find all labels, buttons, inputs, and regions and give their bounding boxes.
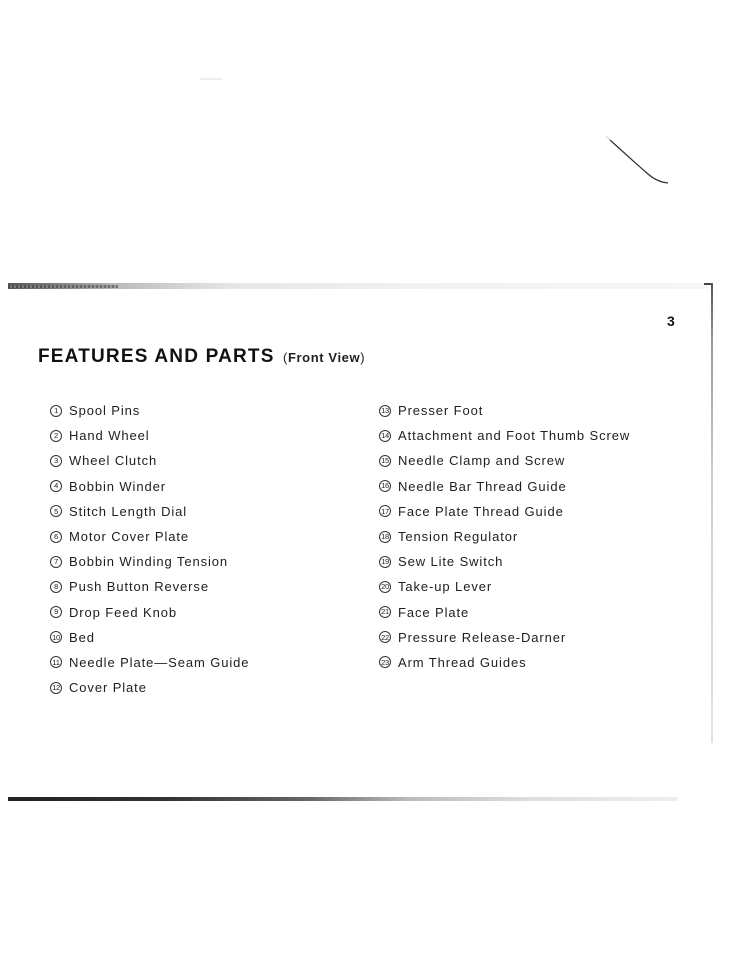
list-item [379,474,630,499]
list-item [50,398,249,423]
circled-number: 6 [50,531,62,543]
part-label: Motor Cover Plate [69,529,190,545]
list-item [379,600,630,625]
circled-number: 7 [50,556,62,568]
list-item [50,474,249,499]
circled-number: 23 [379,656,391,668]
page-title [38,346,365,368]
part-label: Attachment and Foot Thumb Screw [398,428,631,444]
list-item [50,574,249,599]
part-label: Bed [69,629,95,645]
circled-number: 19 [379,556,391,568]
circled-number: 17 [379,505,391,517]
list-item [50,675,249,700]
circled-number: 9 [50,606,62,618]
part-label: Hand Wheel [69,428,150,444]
page-title-sub: (Front View) [283,350,366,365]
list-item [379,650,630,675]
list-item [50,524,249,549]
part-label: Stitch Length Dial [69,503,188,519]
part-label: Needle Bar Thread Guide [398,478,567,494]
circled-number: 14 [379,430,391,442]
circled-number: 8 [50,581,62,593]
list-item [50,600,249,625]
page-title-main: FEATURES AND PARTS [38,346,275,367]
part-label: Bobbin Winder [69,478,166,494]
circled-number: 3 [50,455,62,467]
part-label: Needle Clamp and Screw [398,453,566,469]
part-label: Drop Feed Knob [69,604,177,620]
circled-number: 18 [379,531,391,543]
list-item [50,448,249,473]
list-item [379,625,630,650]
list-item [379,524,630,549]
part-label: Tension Regulator [398,529,519,545]
circled-number: 11 [50,656,62,668]
circled-number: 4 [50,480,62,492]
part-label: Presser Foot [398,403,484,419]
circled-number: 22 [379,631,391,643]
parts-list-left [50,398,249,700]
page-number: 3 [667,313,675,329]
list-item [50,499,249,524]
bottom-rule [8,797,678,801]
circled-number: 5 [50,505,62,517]
part-label: Sew Lite Switch [398,554,504,570]
list-item [379,448,630,473]
part-label: Take-up Lever [398,579,493,595]
circled-number: 12 [50,682,62,694]
parts-list-right [379,398,630,675]
top-rule-texture [8,285,118,288]
right-edge-line [711,283,713,743]
list-item [50,549,249,574]
part-label: Needle Plate—Seam Guide [69,654,250,670]
part-label: Wheel Clutch [69,453,158,469]
part-label: Arm Thread Guides [398,654,527,670]
page-title-sub-text: Front View [287,350,361,365]
list-item [50,625,249,650]
list-item [379,574,630,599]
list-item [379,398,630,423]
part-label: Face Plate Thread Guide [398,503,564,519]
part-label: Push Button Reverse [69,579,209,595]
part-label: Bobbin Winding Tension [69,554,229,570]
list-item [50,423,249,448]
part-label: Cover Plate [69,680,147,696]
list-item [379,423,630,448]
circled-number: 15 [379,455,391,467]
part-label: Spool Pins [69,403,141,419]
list-item [379,549,630,574]
circled-number: 2 [50,430,62,442]
circled-number: 10 [50,631,62,643]
circled-number: 13 [379,405,391,417]
part-label: Face Plate [398,604,470,620]
list-item [50,650,249,675]
circled-number: 1 [50,405,62,417]
circled-number: 20 [379,581,391,593]
part-label: Pressure Release-Darner [398,629,567,645]
circled-number: 21 [379,606,391,618]
list-item [379,499,630,524]
circled-number: 16 [379,480,391,492]
